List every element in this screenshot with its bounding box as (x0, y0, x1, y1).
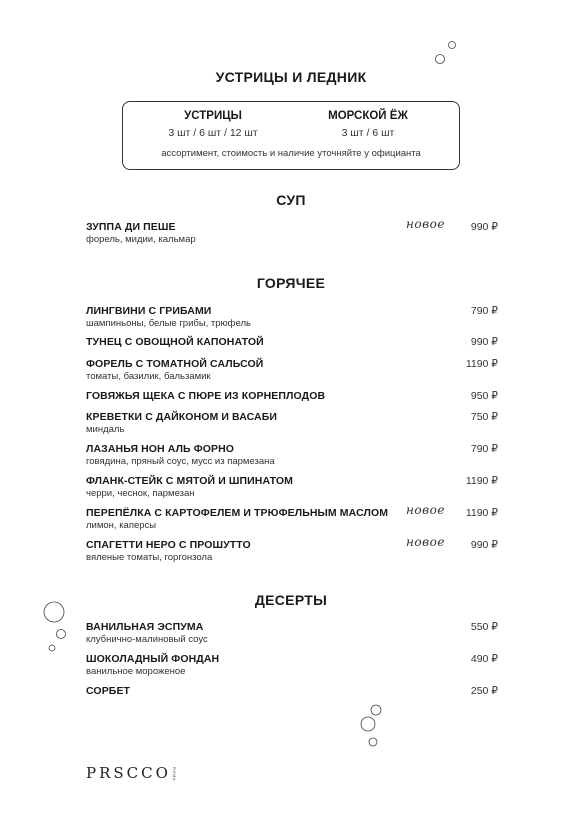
item-price: 790 ₽ (470, 443, 498, 455)
menu-item (86, 305, 498, 329)
item-price: 750 ₽ (470, 411, 498, 423)
urchin-column (313, 110, 423, 139)
item-desc: черри, чеснок, пармезан (86, 488, 195, 499)
menu-item (86, 621, 498, 645)
item-name: ЛАЗАНЬЯ НОН АЛЬ ФОРНО (86, 443, 235, 455)
menu-item (86, 336, 498, 348)
menu-item (86, 443, 498, 467)
oysters-note: ассортимент, стоимость и наличие уточняйте у официанта (161, 148, 421, 159)
item-price: 990 ₽ (470, 336, 498, 348)
oysters-name: УСТРИЦЫ (184, 110, 242, 122)
item-price: 1190 ₽ (465, 358, 498, 370)
item-price: 1190 ₽ (465, 475, 498, 487)
brand-logo: PRSCCO (86, 764, 171, 782)
menu-item (86, 217, 498, 245)
item-name: ФОРЕЛЬ С ТОМАТНОЙ САЛЬСОЙ (86, 358, 264, 370)
item-name: ЛИНГВИНИ С ГРИБАМИ (86, 305, 212, 317)
item-name: ГОВЯЖЬЯ ЩЕКА С ПЮРЕ ИЗ КОРНЕПЛОДОВ (86, 390, 326, 402)
menu-item (86, 390, 498, 402)
new-tag: новое (406, 503, 445, 517)
item-name: СПАГЕТТИ НЕРО С ПРОШУТТО (86, 539, 251, 551)
item-desc: вяленые томаты, горгонзола (86, 552, 213, 563)
item-desc: клубнично-малиновый соус (86, 634, 208, 645)
urchin-name: МОРСКОЙ ЁЖ (328, 110, 408, 122)
item-desc: говядина, пряный соус, мусс из пармезана (86, 456, 275, 467)
item-desc: ванильное мороженое (86, 666, 186, 677)
oyster-box (122, 101, 460, 170)
menu-item (86, 503, 498, 531)
item-name: КРЕВЕТКИ С ДАЙКОНОМ И ВАСАБИ (86, 411, 278, 423)
section-title-hot: ГОРЯЧЕЕ (256, 275, 326, 291)
oysters-column (153, 110, 273, 139)
oysters-sizes: 3 шт / 6 шт / 12 шт (168, 127, 258, 139)
item-name: ФЛАНК-СТЕЙК С МЯТОЙ И ШПИНАТОМ (86, 475, 294, 487)
new-tag: новое (406, 217, 445, 231)
item-desc: шампиньоны, белые грибы, трюфель (86, 318, 251, 329)
new-tag: новое (406, 535, 445, 549)
menu-item (86, 475, 498, 499)
menu-item (86, 685, 498, 697)
menu-item (86, 653, 498, 677)
bubbles-bottom-right-icon (356, 702, 396, 752)
item-price: 990 ₽ (470, 539, 498, 551)
item-desc: томаты, базилик, бальзамик (86, 371, 211, 382)
item-name: ТУНЕЦ С ОВОЩНОЙ КАПОНАТОЙ (86, 336, 264, 348)
item-desc: лимон, каперсы (86, 520, 157, 531)
item-price: 990 ₽ (470, 221, 498, 233)
item-price: 790 ₽ (470, 305, 498, 317)
urchin-sizes: 3 шт / 6 шт (341, 127, 395, 139)
item-price: 1190 ₽ (465, 507, 498, 519)
item-desc: миндаль (86, 424, 125, 435)
menu-item (86, 535, 498, 563)
brand-logo-small: ROMA (172, 767, 177, 781)
item-price: 950 ₽ (470, 390, 498, 402)
item-desc: форель, мидии, кальмар (86, 234, 196, 245)
item-name: СОРБЕТ (86, 685, 131, 697)
section-title-desserts: ДЕСЕРТЫ (254, 592, 328, 608)
menu-item (86, 358, 498, 382)
item-name: ПЕРЕПЁЛКА С КАРТОФЕЛЕМ И ТРЮФЕЛЬНЫМ МАСЛОМ (86, 507, 389, 519)
item-name: ВАНИЛЬНАЯ ЭСПУМА (86, 621, 204, 633)
section-title-oysters: УСТРИЦЫ И ЛЕДНИК (215, 69, 367, 85)
bubbles-top-right-icon (432, 38, 462, 68)
item-price: 490 ₽ (470, 653, 498, 665)
item-name: ШОКОЛАДНЫЙ ФОНДАН (86, 653, 220, 665)
item-price: 250 ₽ (470, 685, 498, 697)
menu-item (86, 411, 498, 435)
item-name: ЗУППА ДИ ПЕШЕ (86, 221, 176, 233)
item-price: 550 ₽ (470, 621, 498, 633)
section-title-soup: СУП (276, 192, 306, 208)
